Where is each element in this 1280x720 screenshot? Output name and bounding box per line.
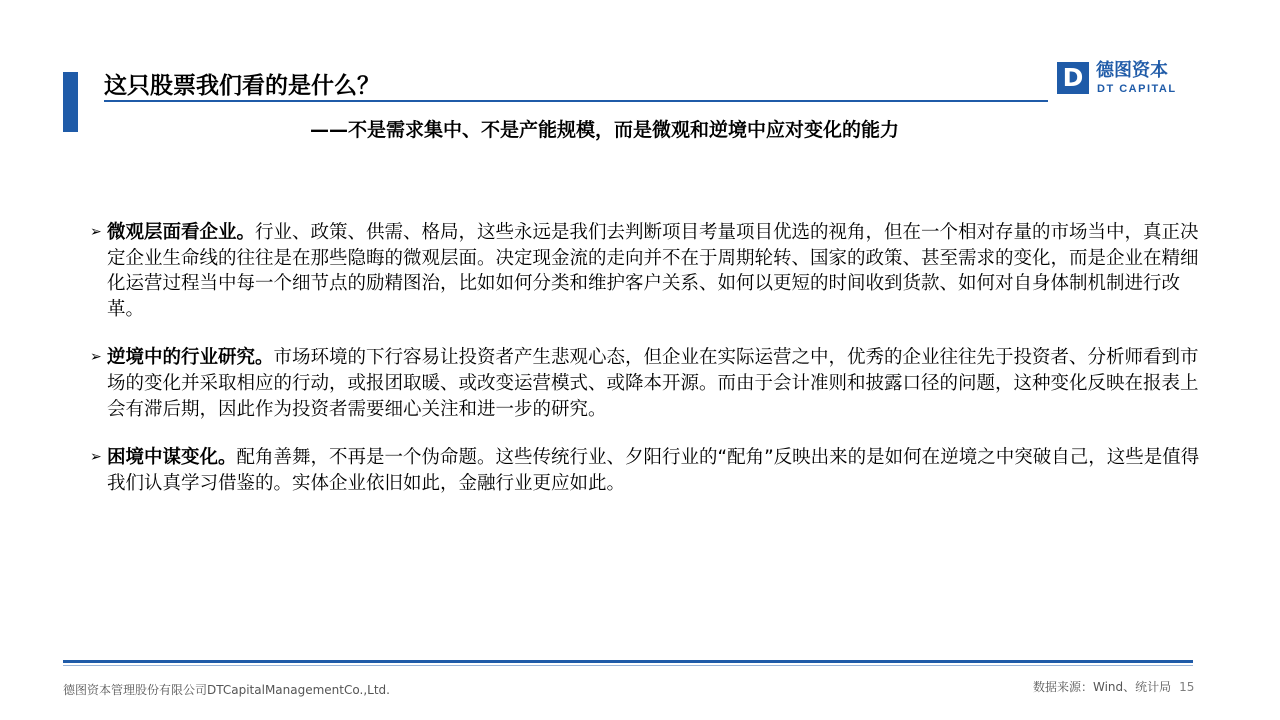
item-text: 市场环境的下行容易让投资者产生悲观心态，但企业在实际运营之中，优秀的企业往往先于投资者、分析师看到市场的变化并采取相应的行动，或报团取暖、或改变运营模式、或降本开源。而由于会计准则和披露口径的问题，这种变化反映在报表上会有滞后期，因此作为投资者需要细心关注和进一步的研究。 [107, 347, 1199, 420]
page-number: 15 [1179, 680, 1195, 694]
page-subtitle: ——不是需求集中、不是产能规模，而是微观和逆境中应对变化的能力 [310, 119, 900, 141]
bullet-item [90, 445, 1200, 496]
arrow-bullet-icon: ➢ [90, 224, 102, 240]
footer-source: 数据来源：Wind、统计局 [1033, 680, 1172, 694]
content-body [90, 220, 1200, 519]
item-heading: 困境中谋变化。 [107, 447, 237, 469]
footer-divider [63, 660, 1193, 663]
title-underline [104, 100, 1048, 102]
footer-company: 德图资本管理股份有限公司DTCapitalManagementCo.,Ltd. [63, 683, 390, 697]
logo-mark-icon: D [1057, 62, 1089, 94]
page-title: 这只股票我们看的是什么？ [104, 73, 380, 99]
item-heading: 微观层面看企业。 [107, 222, 256, 243]
arrow-bullet-icon: ➢ [90, 449, 102, 466]
title-accent-bar [63, 72, 78, 132]
logo-name-en: DT CAPITAL [1097, 83, 1177, 95]
item-text: 行业、政策、供需、格局，这些永远是我们去判断项目考量项目优选的视角，但在一个相对存量的市场当中，真正决定企业生命线的往往是在那些隐晦的微观层面。决定现金流的走向并不在于周期轮转、国家的政策、甚至需求的变化，而是企业在精细化运营过程当中每一个细节点的励精图治，比如如何分类和维护客户关系、如何以更短的时间收到货款、如何对自身体制机制进行改革。 [107, 222, 1199, 320]
bullet-item [90, 220, 1200, 322]
footer-divider-thin [63, 665, 1193, 666]
bullet-item [90, 345, 1200, 422]
item-heading: 逆境中的行业研究。 [107, 347, 274, 369]
arrow-bullet-icon: ➢ [90, 349, 102, 366]
footer-meta [1033, 679, 1194, 695]
company-logo [1057, 62, 1217, 98]
logo-name-cn: 德图资本 [1096, 60, 1168, 81]
item-text: 配角善舞，不再是一个伪命题。这些传统行业、夕阳行业的“配角”反映出来的是如何在逆境之中突破自己，这些是值得我们认真学习借鉴的。实体企业依旧如此，金融行业更应如此。 [107, 447, 1200, 494]
